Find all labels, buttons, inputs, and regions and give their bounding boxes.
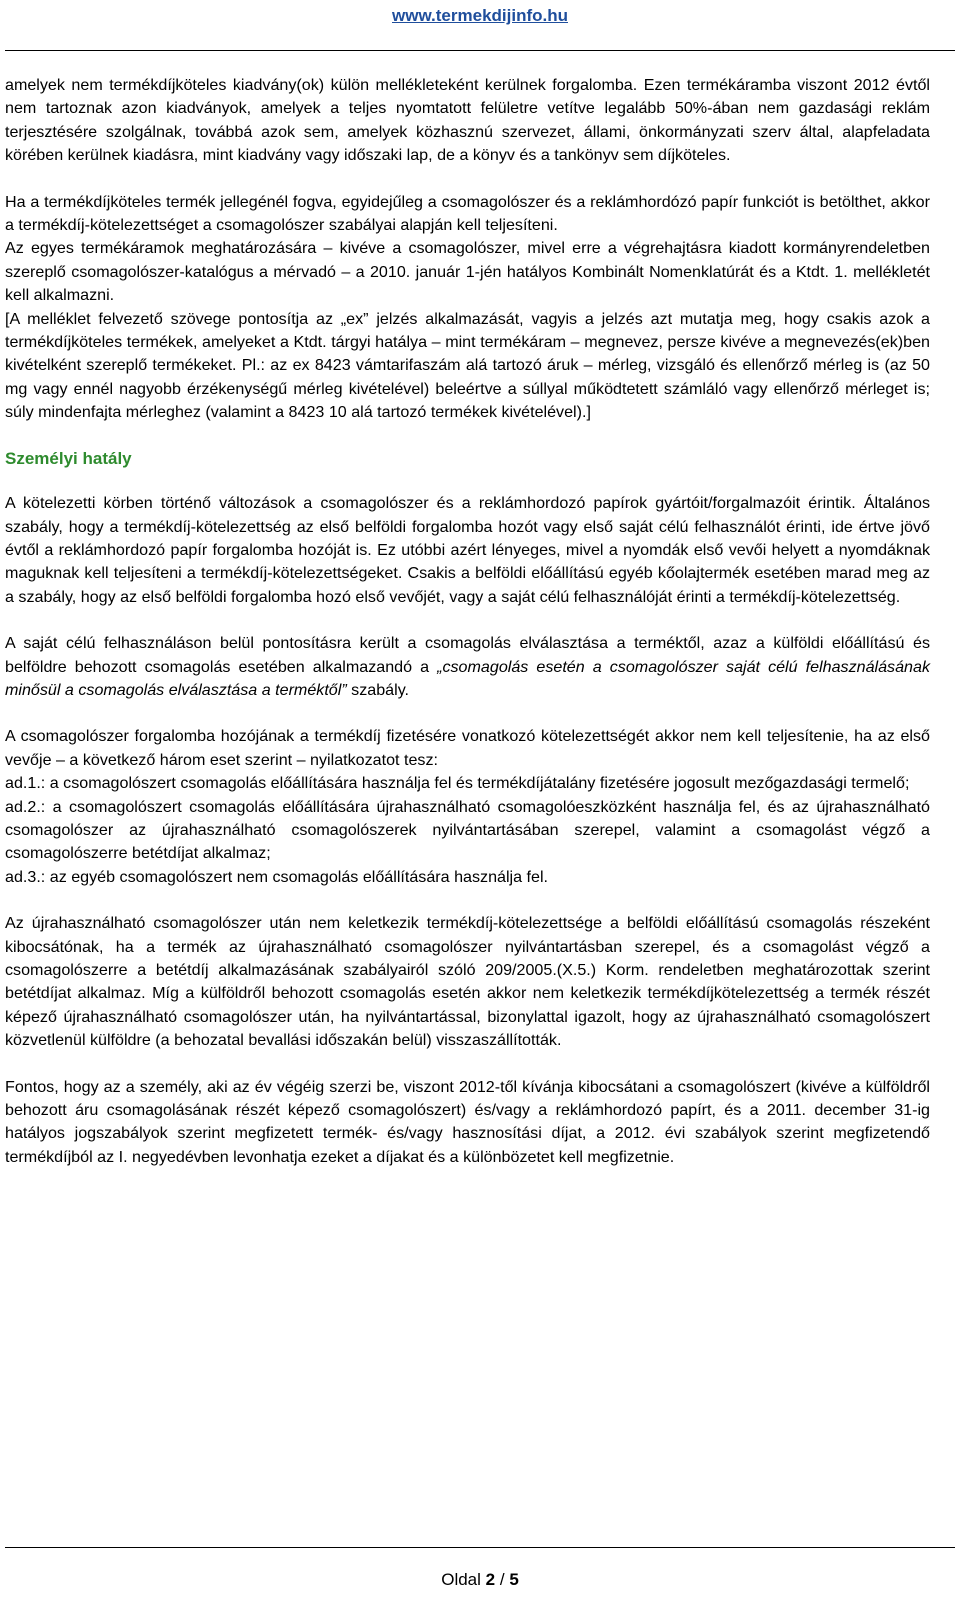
paragraph-5: A kötelezetti körben történő változások a csomagolószer és a reklámhordozó papírok gyártóit/forgalmazóit érintik. Általános szabály, hogy a termékdíj-kötelezettség az első belföldi forgalomba hozót vagy első saját célú felhasználót érinti, ide értve jövő évtől a reklámhordozó papír forgalomba hozóját is. Ez utóbbi azért lényeges, mivel a nyomdák első vevői helyett a nyomdáknak maguknak kell teljesíteni a termékdíj-kötelezettségeket. Csakis a belföldi előállítású egyéb kőolajtermék esetében marad meg az a szabály, hogy az első belföldi forgalomba hozó első vevőjét, vagy a saját célú felhasználóját érinti a termékdíj-kötelezettség. bbox=[5, 494, 930, 606]
page-current: 2 bbox=[485, 1570, 496, 1589]
paragraph-3: Az egyes termékáramok meghatározására – kivéve a csomagolószer, mivel erre a végrehajtásra kiadott kormányrendeletben szereplő csomagolószer-katalógus a mérvadó – a 2010. január 1-jén hatályos Kombinált Nomenklatúrát és a Ktdt. 1. mellékletét kell alkalmazni. bbox=[5, 239, 930, 305]
list-item-ad2: ad.2.: a csomagolószert csomagolás előállítására újrahasználható csomagolóeszközként használja fel, és az újrahasználható csomagolószer az újrahasználható csomagolószerek nyilvántartásában szerepel, valamint a csomagolást végző a csomagolószerre betétdíjat alkalmaz; bbox=[5, 797, 930, 863]
list-item-ad3: ad.3.: az egyéb csomagolószert nem csomagolás előállítására használja fel. bbox=[5, 867, 549, 886]
paragraph-4: [A melléklet felvezető szövege pontosítja az „ex” jelzés alkalmazását, vagyis a jelzés azt mutatja meg, hogy csakis azok a termékdíjköteles termékek, amelyeket a Ktdt. tárgyi hatálya – mint termékáram – megnevez, persze kivéve a megnevezés(ek)ben kivételként szereplő termékeket. Pl.: az ex 8423 vámtarifaszám alá tartozó áruk – mérleg, vizsgáló és ellenőrző mérleg is (az 50 mg vagy ennél nagyobb érzékenységű mérleg kivételével) beleértve a súllyal működtetett számláló vagy ellenőrző mérleget is; súly mindenfajta mérleghez (valamint a 8423 10 alá tartozó termékek kivételével).] bbox=[5, 309, 930, 422]
paragraph-6-quote: „csomagolás esetén a csomagolószer saját célú felhasználásának minősül a csomagolás elválasztása a terméktől” bbox=[5, 657, 930, 699]
paragraph-9: Fontos, hogy az a személy, aki az év végéig szerzi be, viszont 2012-től kívánja kibocsátani a csomagolószert (kivéve a külföldről behozott áru csomagolásának részét képező csomagolószert) és/vagy a reklámhordozó papírt, és a 2011. december 31-ig hatályos jogszabályok szerint megfizetett termék- és/vagy hasznosítási díjat, a 2012. évi szabályok szerint megfizetendő termékdíjból az I. negyedévben levonhatja ezeket a díjakat és a különbözetet kell megfizetnie. bbox=[5, 1077, 930, 1166]
document-body bbox=[5, 74, 930, 1169]
page-total: 5 bbox=[509, 1570, 519, 1589]
list-item-ad1: ad.1.: a csomagolószert csomagolás előállítására használja fel és termékdíjátalány fizetésére jogosult mezőgazdasági termelő; bbox=[5, 774, 910, 793]
paragraph-7: A csomagolószer forgalomba hozójának a termékdíj fizetésére vonatkozó kötelezettségét akkor nem kell teljesítenie, ha az első vevője – a következő három eset szerint – nyilatkozatot tesz: bbox=[5, 727, 930, 769]
paragraph-6-start: A saját célú felhasználáson belül pontosításra került a csomagolás elválasztása a terméktől, azaz a külföldi előállítású és belföldre behozott csomagolás esetében alkalmazandó a bbox=[5, 634, 930, 676]
page-separator: / bbox=[499, 1570, 505, 1589]
header-url-link[interactable]: www.termekdijinfo.hu bbox=[392, 6, 568, 25]
paragraph-1: amelyek nem termékdíjköteles kiadvány(ok) külön mellékleteként kerülnek forgalomba. Ezen termékáramba viszont 2012 évtől nem tartoznak azon kiadványok, amelyek a teljes nyomtatott felületre vetítve legalább 50%-ában nem gazdasági reklám terjesztésére szolgálnak, továbbá azok sem, amelyek közhasznú szervezet, állami, önkormányzati szerv által, alapfeladata körében kerülnek kiadásra, mint kiadvány vagy időszaki lap, de a könyv és a tankönyv sem díjköteles. bbox=[5, 76, 930, 165]
page-number bbox=[0, 1570, 960, 1590]
section-heading: Személyi hatály bbox=[5, 448, 132, 468]
page-label: Oldal bbox=[441, 1570, 481, 1589]
paragraph-6-end: szabály. bbox=[346, 680, 410, 699]
paragraph-8: Az újrahasználható csomagolószer után nem keletkezik termékdíj-kötelezettsége a belföldi előállítású csomagolás részeként kibocsátónak, ha a termék az újrahasználható csomagolószer nyilvántartásban szerepel, és a csomagolást végző a csomagolószerre a betétdíj alkalmazásának szabályairól szóló 209/2005.(X.5.) Korm. rendeletben meghatározottak szerint betétdíjat alkalmaz. Míg a külföldről behozott csomagolás esetén akkor nem keletkezik termékdíjkötelezettség a termék részét képező újrahasználható csomagolószer után, ha nyilvántartással, bizonylattal igazolt, hogy az újrahasználható csomagolószert közvetlenül külföldre (a behozatal bevallási időszakán belül) visszaszállították. bbox=[5, 914, 930, 1050]
paragraph-6 bbox=[5, 632, 930, 702]
header-divider bbox=[5, 50, 955, 51]
paragraph-2: Ha a termékdíjköteles termék jellegénél fogva, egyidejűleg a csomagolószer és a reklámhordózó papír funkciót is betölthet, akkor a termékdíj-kötelezettséget a csomagolószer szabályai alapján kell teljesíteni. bbox=[5, 192, 930, 235]
footer-divider bbox=[5, 1547, 955, 1548]
